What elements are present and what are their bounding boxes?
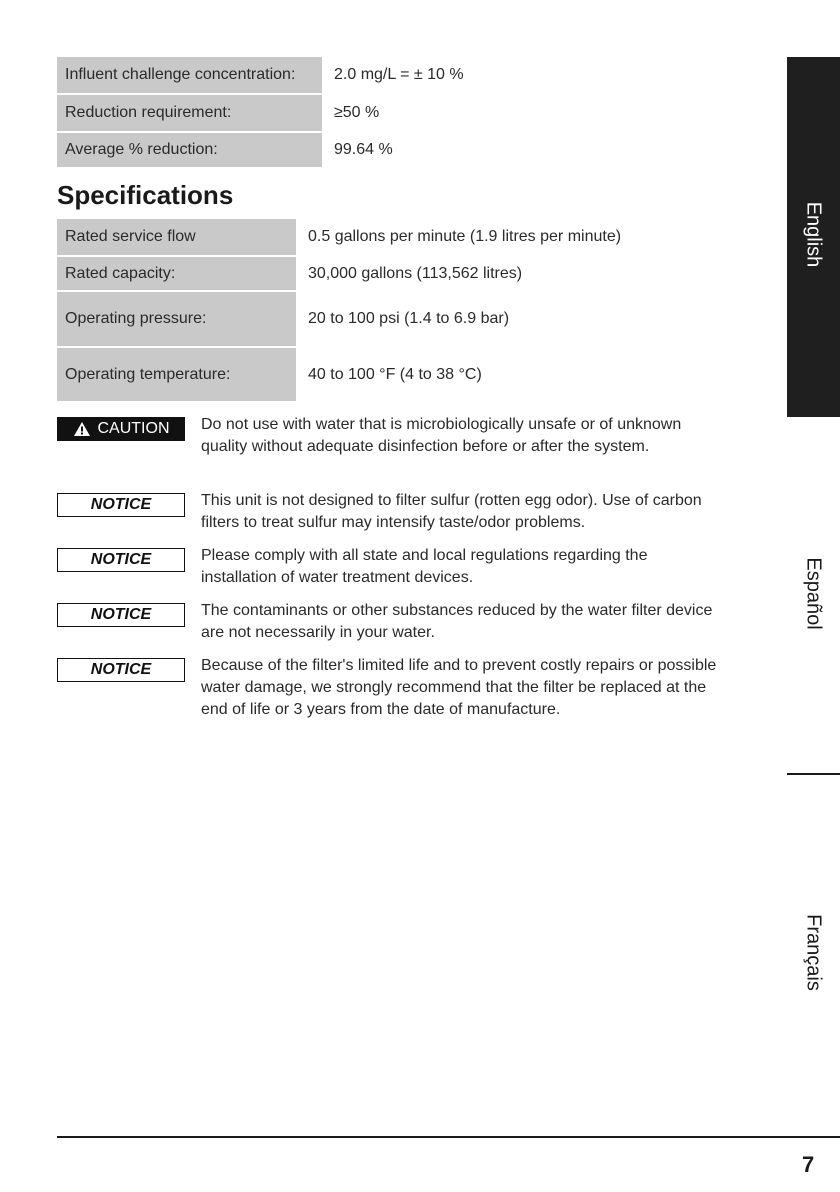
notice-badge: NOTICE [57,603,185,627]
specifications-heading: Specifications [57,180,234,210]
footer-rule [57,1136,840,1138]
notice-text: Because of the filter's limited life and to prevent costly repairs or possible water damage, we strongly recommend that the filter be replaced at the end of life or 3 years from the date of manufacture. [201,657,717,718]
side-divider [787,773,840,775]
language-tab-english-label: English [802,201,825,268]
language-tab-francais[interactable]: Français [802,914,825,991]
notice-block [57,493,721,534]
notice-badge: NOTICE [57,493,185,517]
notice-block [57,658,721,721]
spec-value: 40 to 100 °F (4 to 38 °C) [308,365,482,383]
spec-row [57,257,522,290]
perf-label: Reduction requirement: [57,95,322,131]
page-number: 7 [802,1152,815,1177]
perf-label: Average % reduction: [57,133,322,167]
spec-value: 20 to 100 psi (1.4 to 6.9 bar) [308,310,510,327]
perf-value: 2.0 mg/L = ± 10 % [334,66,464,83]
perf-row [57,133,393,167]
perf-row [57,57,464,93]
caution-text: Do not use with water that is microbiologically unsafe or of unknown quality without adequate disinfection before or after the system. [201,416,682,455]
spec-row [57,348,482,401]
notice-text: Please comply with all state and local regulations regarding the installation of water treatment devices. [201,547,648,586]
perf-row [57,95,379,131]
spec-row [57,292,509,346]
spec-label: Rated capacity: [57,257,296,290]
spec-label: Operating pressure: [57,292,296,346]
warning-triangle-icon [73,421,91,437]
spec-label: Operating temperature: [57,348,296,401]
caution-block [57,417,721,458]
perf-value: 99.64 % [334,141,393,158]
spec-row [57,219,621,255]
spec-value: 30,000 gallons (113,562 litres) [308,264,523,282]
notice-badge: NOTICE [57,658,185,682]
notice-block [57,603,721,644]
spec-value: 0.5 gallons per minute (1.9 litres per minute) [308,228,622,245]
caution-label: CAUTION [97,420,170,437]
caution-badge [57,417,185,441]
notice-text: This unit is not designed to filter sulfur (rotten egg odor). Use of carbon filters to treat sulfur may intensify taste/odor problems. [201,492,702,531]
notice-block [57,548,721,589]
spec-label: Rated service flow [57,219,296,255]
language-tab-espanol[interactable]: Español [802,557,825,630]
perf-label: Influent challenge concentration: [57,57,322,93]
notice-text: The contaminants or other substances reduced by the water filter device are not necessarily in your water. [201,602,713,641]
notice-badge: NOTICE [57,548,185,572]
perf-value: ≥50 % [334,104,380,121]
